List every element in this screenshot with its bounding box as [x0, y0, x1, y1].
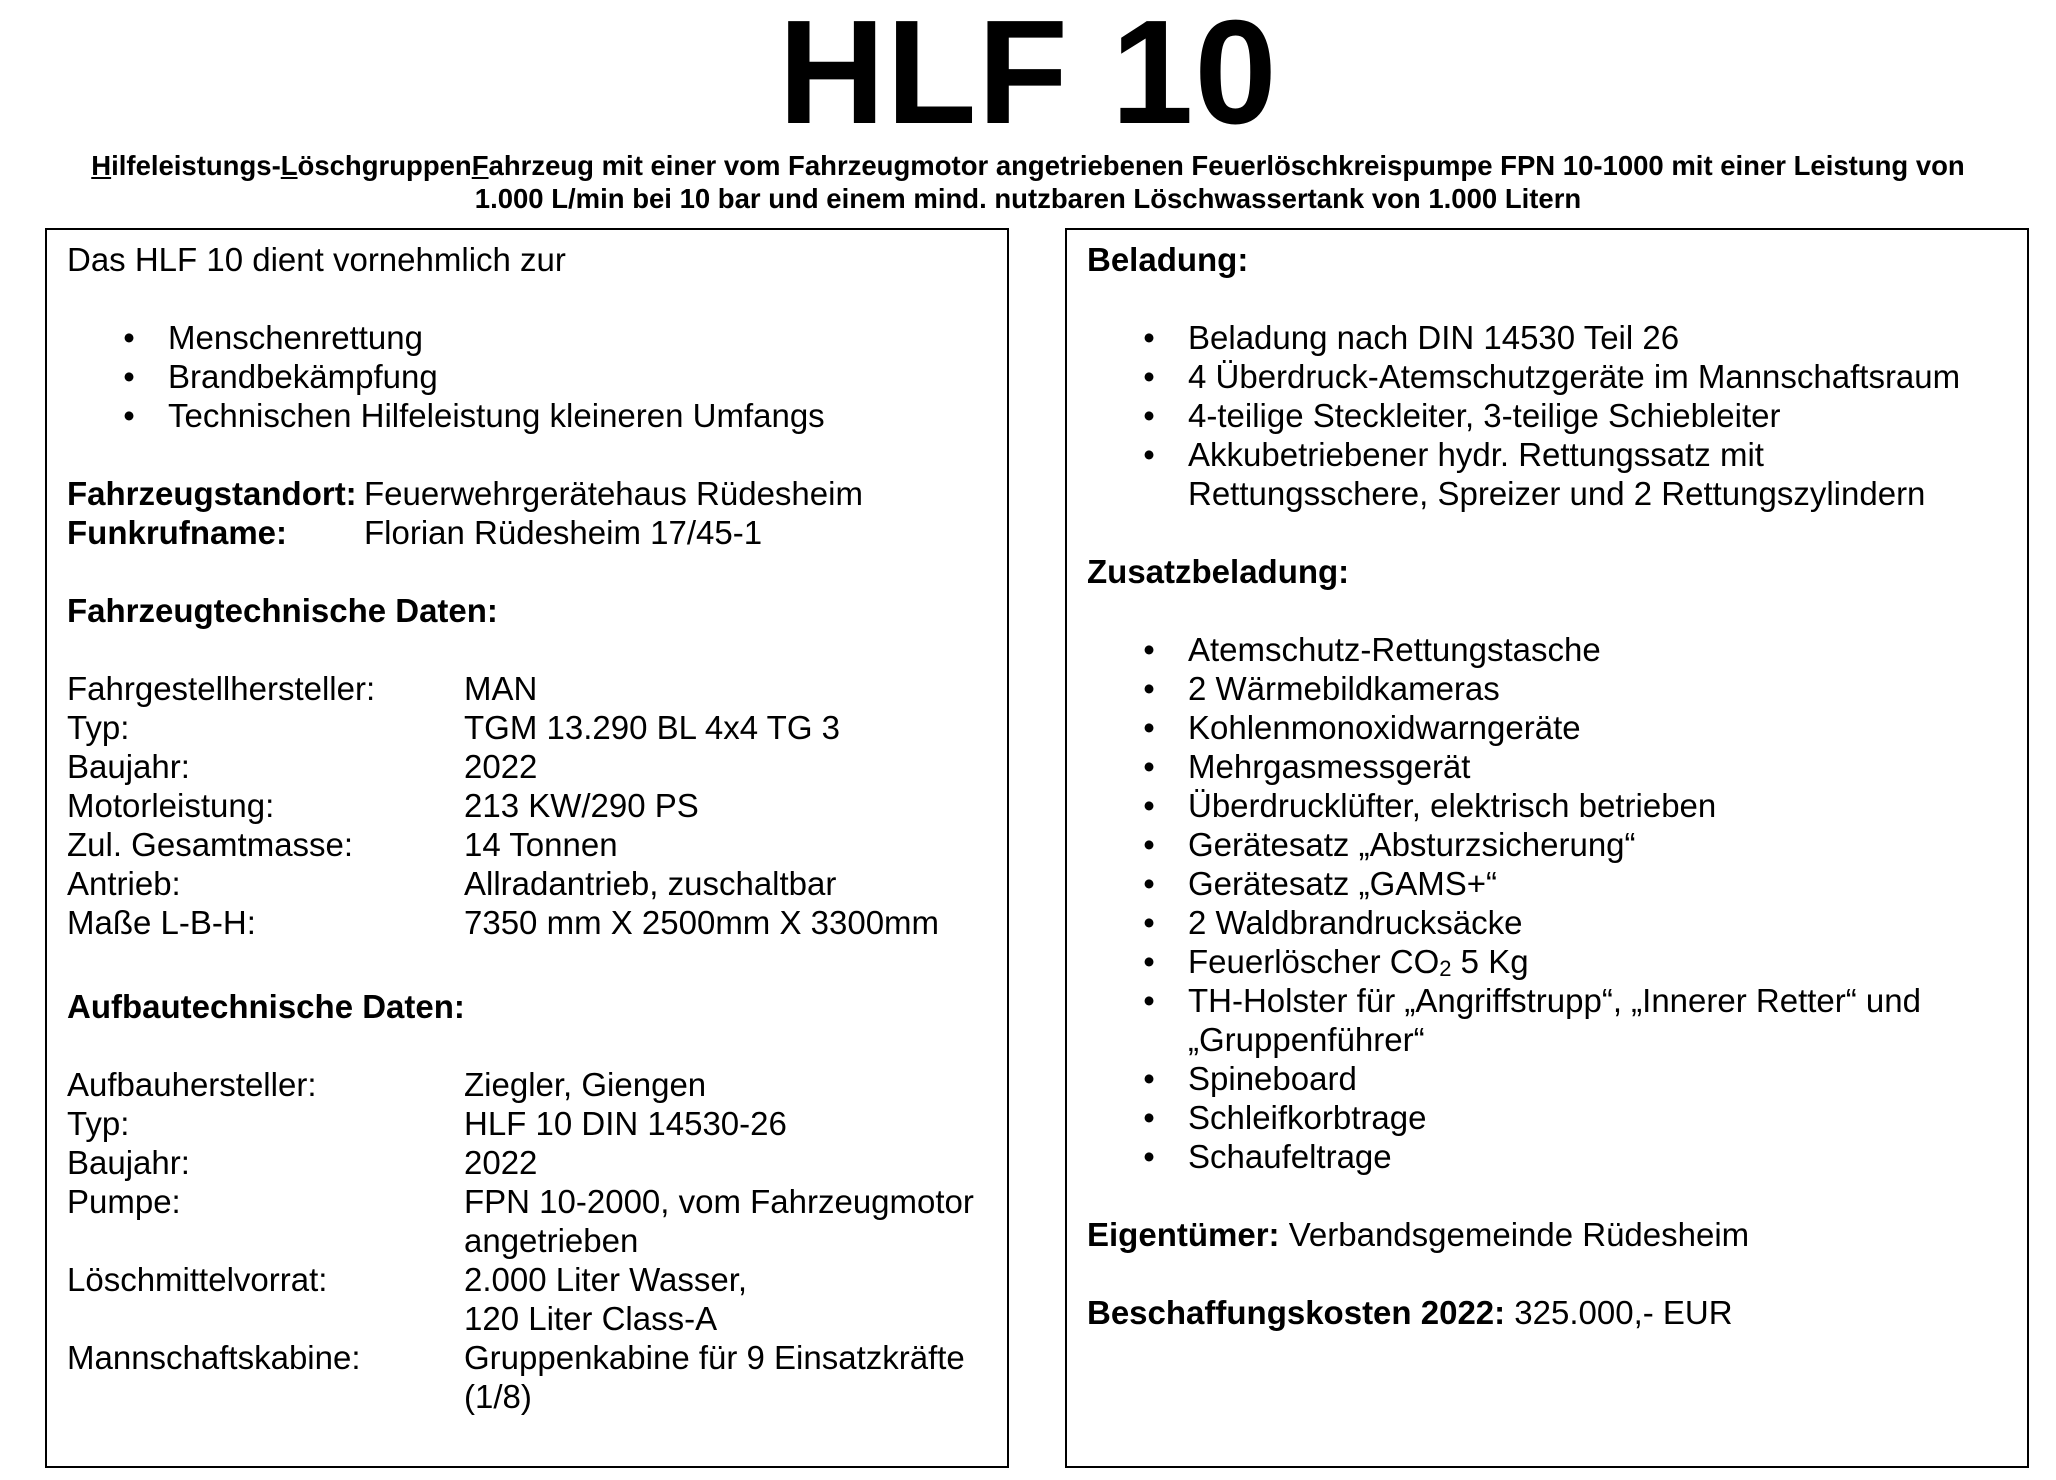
- list-item-text: Technischen Hilfeleistung kleineren Umfangs: [168, 397, 825, 434]
- cost-line: [1087, 1293, 2007, 1332]
- subtitle-l-rest: öschgruppen: [297, 150, 472, 181]
- list-item-text: Mehrgasmessgerät: [1188, 748, 1471, 785]
- cost-value: 325.000,- EUR: [1505, 1294, 1733, 1331]
- list-item: [1087, 357, 2007, 396]
- table-row: [67, 708, 987, 747]
- bullet-icon: •: [1143, 1060, 1155, 1097]
- extra-loading-heading: Zusatzbeladung:: [1087, 553, 1350, 590]
- list-item: [1087, 318, 2007, 357]
- bullet-icon: •: [1143, 748, 1155, 785]
- row-value: 7350 mm X 2500mm X 3300mm: [464, 904, 940, 941]
- list-item: [1087, 942, 2007, 981]
- subtitle-h-rest: ilfeleistungs-: [111, 150, 281, 181]
- bullet-icon: •: [123, 358, 135, 395]
- page-title: HLF 10: [778, 0, 1278, 155]
- table-row: [67, 1104, 987, 1143]
- right-panel: [1065, 228, 2029, 1468]
- vehicle-data-heading: Fahrzeugtechnische Daten:: [67, 592, 498, 629]
- table-row: [67, 1182, 987, 1260]
- list-item-text: 4 Überdruck-Atemschutzgeräte im Mannschaftsraum: [1188, 358, 1961, 395]
- list-item: [1087, 396, 2007, 435]
- row-label: Motorleistung:: [67, 787, 275, 824]
- list-item: [1087, 903, 2007, 942]
- row-value: MAN: [464, 670, 538, 707]
- list-item-text-line-2: Rettungsschere, Spreizer und 2 Rettungszylindern: [1188, 475, 1926, 512]
- list-item: [1087, 786, 2007, 825]
- subtitle-f-rest: ahrzeug mit einer vom Fahrzeugmotor angetriebenen Feuerlöschkreispumpe FPN 10-1000 mit einer Leistung von: [488, 150, 1965, 181]
- table-row: [67, 747, 987, 786]
- bullet-icon: •: [1143, 904, 1155, 941]
- list-item-text: Brandbekämpfung: [168, 358, 438, 395]
- list-item: [1087, 747, 2007, 786]
- list-item-text: 2 Waldbrandrucksäcke: [1188, 904, 1523, 941]
- row-value: Allradantrieb, zuschaltbar: [464, 865, 837, 902]
- subtitle-f-letter: F: [471, 150, 489, 181]
- vehicle-data-table: [67, 669, 987, 942]
- bullet-icon: •: [1143, 631, 1155, 668]
- row-label: Aufbauhersteller:: [67, 1066, 317, 1103]
- bullet-icon: •: [1143, 1099, 1155, 1136]
- bullet-icon: •: [123, 319, 135, 356]
- bullet-icon: •: [1143, 826, 1155, 863]
- row-label: Fahrgestellhersteller:: [67, 670, 376, 707]
- row-label: Antrieb:: [67, 865, 181, 902]
- list-item-text: Menschenrettung: [168, 319, 423, 356]
- list-item: [67, 318, 987, 357]
- location-value: Feuerwehrgerätehaus Rüdesheim: [364, 475, 863, 512]
- table-row: [67, 1143, 987, 1182]
- list-item: [1087, 435, 2007, 513]
- table-row: [67, 1260, 987, 1338]
- list-item: [1087, 708, 2007, 747]
- table-row: [67, 825, 987, 864]
- row-value-line-2: 120 Liter Class-A: [464, 1300, 718, 1337]
- list-item: [1087, 1059, 2007, 1098]
- row-value-line-1: Gruppenkabine für 9 Einsatzkräfte: [464, 1339, 965, 1376]
- bullet-icon: •: [1143, 670, 1155, 707]
- list-item-text: Beladung nach DIN 14530 Teil 26: [1188, 319, 1680, 356]
- row-value: [464, 1182, 987, 1260]
- row-value: 213 KW/290 PS: [464, 787, 699, 824]
- radio-name-row: [67, 513, 987, 552]
- row-value-line-2: (1/8): [464, 1378, 532, 1415]
- row-value: [464, 1260, 987, 1338]
- body-data-heading: Aufbautechnische Daten:: [67, 988, 465, 1025]
- bullet-icon: •: [1143, 319, 1155, 356]
- list-item-text: Spineboard: [1188, 1060, 1357, 1097]
- row-label: Typ:: [67, 709, 130, 746]
- list-item: [1087, 981, 2007, 1059]
- row-value: 2022: [464, 1144, 538, 1181]
- list-item-text-line-2: „Gruppenführer“: [1188, 1021, 1425, 1058]
- radio-name-label: Funkrufname:: [67, 514, 288, 551]
- list-item-text: TH-Holster für „Angriffstrupp“, „Innerer Retter“ und: [1188, 982, 1921, 1019]
- list-item-text: Kohlenmonoxidwarngeräte: [1188, 709, 1581, 746]
- row-value: HLF 10 DIN 14530-26: [464, 1105, 787, 1142]
- list-item-text: Schaufeltrage: [1188, 1138, 1392, 1175]
- list-item: [1087, 825, 2007, 864]
- row-value-line-1: FPN 10-2000, vom Fahrzeugmotor: [464, 1183, 974, 1220]
- list-item: [1087, 864, 2007, 903]
- cost-label: Beschaffungskosten 2022:: [1087, 1294, 1506, 1331]
- list-item: [1087, 669, 2007, 708]
- row-value: [464, 1338, 987, 1416]
- loading-list: [1087, 318, 2007, 513]
- location-label: Fahrzeugstandort:: [67, 475, 357, 512]
- left-panel: [45, 228, 1009, 1468]
- owner-line: [1087, 1215, 2007, 1254]
- list-item: [1087, 1098, 2007, 1137]
- table-row: [67, 669, 987, 708]
- owner-value: Verbandsgemeinde Rüdesheim: [1279, 1216, 1750, 1253]
- row-value-line-2: angetrieben: [464, 1222, 639, 1259]
- bullet-icon: •: [1143, 397, 1155, 434]
- bullet-icon: •: [123, 397, 135, 434]
- list-item: [1087, 630, 2007, 669]
- bullet-icon: •: [1143, 436, 1155, 473]
- list-item-text: 4-teilige Steckleiter, 3-teilige Schiebleiter: [1188, 397, 1781, 434]
- list-item-text: Gerätesatz „GAMS+“: [1188, 865, 1498, 902]
- subtitle-h-letter: H: [91, 150, 112, 181]
- row-label: Löschmittelvorrat:: [67, 1261, 328, 1298]
- row-value-line-1: 2.000 Liter Wasser,: [464, 1261, 748, 1298]
- row-value: Ziegler, Giengen: [464, 1066, 707, 1103]
- row-label: Zul. Gesamtmasse:: [67, 826, 354, 863]
- list-item-text: Schleifkorbtrage: [1188, 1099, 1427, 1136]
- loading-heading: Beladung:: [1087, 241, 1249, 278]
- row-value: 2022: [464, 748, 538, 785]
- subtitle: [40, 149, 2016, 215]
- subtitle-line-1: [40, 149, 2016, 182]
- table-row: [67, 1338, 987, 1416]
- subscript-text: 2: [1439, 956, 1452, 981]
- table-row: [67, 903, 987, 942]
- bullet-icon: •: [1143, 709, 1155, 746]
- bullet-icon: •: [1143, 865, 1155, 902]
- table-row: [67, 864, 987, 903]
- table-row: [67, 786, 987, 825]
- row-label: Baujahr:: [67, 748, 190, 785]
- list-item: [67, 396, 987, 435]
- list-item-text: 2 Wärmebildkameras: [1188, 670, 1500, 707]
- body-data-table: [67, 1065, 987, 1416]
- owner-label: Eigentümer:: [1087, 1216, 1280, 1253]
- list-item-text: Überdrucklüfter, elektrisch betrieben: [1188, 787, 1717, 824]
- location-row: [67, 474, 987, 513]
- row-label: Baujahr:: [67, 1144, 190, 1181]
- table-row: [67, 1065, 987, 1104]
- bullet-icon: •: [1143, 943, 1155, 980]
- row-value: 14 Tonnen: [464, 826, 618, 863]
- list-item: [67, 357, 987, 396]
- list-item-text: Feuerlöscher CO: [1188, 943, 1440, 980]
- row-value: TGM 13.290 BL 4x4 TG 3: [464, 709, 841, 746]
- list-item-text: Gerätesatz „Absturzsicherung“: [1188, 826, 1636, 863]
- bullet-icon: •: [1143, 358, 1155, 395]
- list-item-text-after: 5 Kg: [1451, 943, 1529, 980]
- row-label: Pumpe:: [67, 1183, 181, 1220]
- subtitle-l-letter: L: [280, 150, 298, 181]
- list-item: [1087, 1137, 2007, 1176]
- radio-name-value: Florian Rüdesheim 17/45-1: [364, 514, 763, 551]
- extra-loading-list: [1087, 630, 2007, 1176]
- list-item-text: Atemschutz-Rettungstasche: [1188, 631, 1601, 668]
- row-label: Maße L-B-H:: [67, 904, 256, 941]
- bullet-icon: •: [1143, 1138, 1155, 1175]
- list-item-text: Akkubetriebener hydr. Rettungssatz mit: [1188, 436, 1764, 473]
- intro-text: Das HLF 10 dient vornehmlich zur: [67, 241, 566, 278]
- purpose-list: [67, 318, 987, 435]
- bullet-icon: •: [1143, 787, 1155, 824]
- bullet-icon: •: [1143, 982, 1155, 1019]
- subtitle-line-2: 1.000 L/min bei 10 bar und einem mind. nutzbaren Löschwassertank von 1.000 Litern: [474, 183, 1582, 214]
- row-label: Mannschaftskabine:: [67, 1339, 361, 1376]
- row-label: Typ:: [67, 1105, 130, 1142]
